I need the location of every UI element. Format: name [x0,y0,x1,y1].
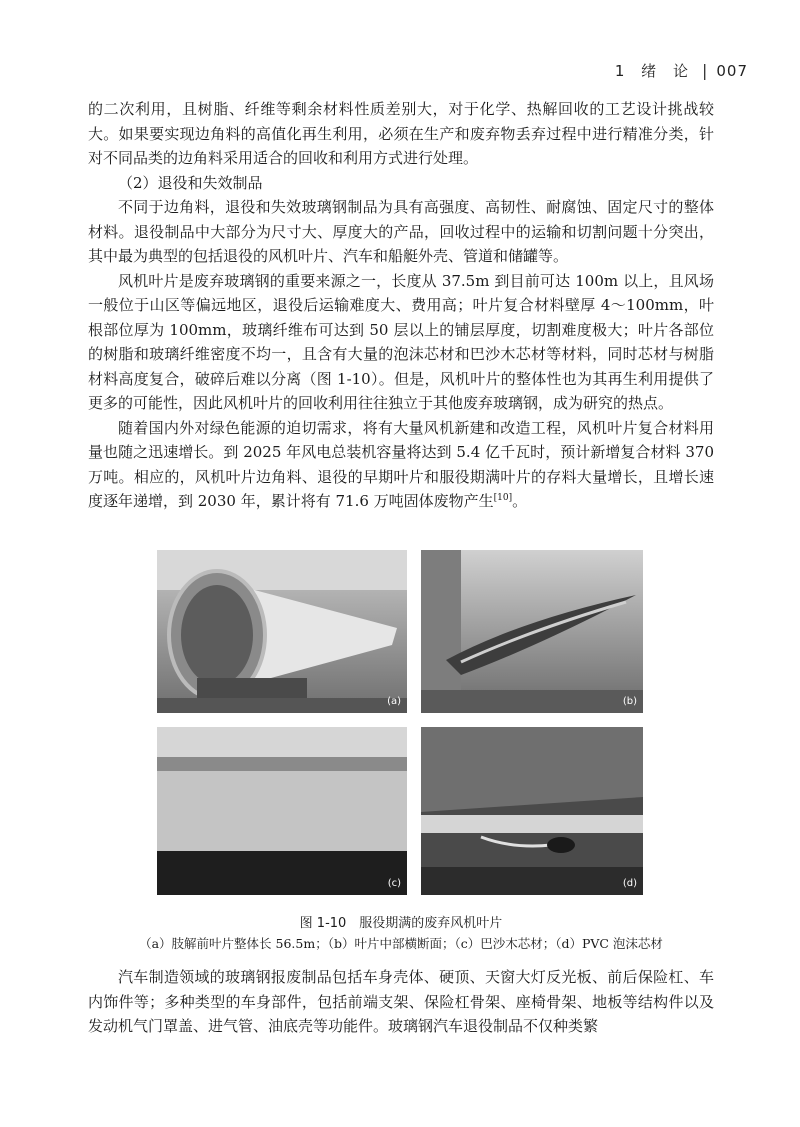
figure-panel-d [421,727,643,895]
paragraph-continuation: 的二次利用，且树脂、纤维等剩余材料性质差别大，对于化学、热解回收的工艺设计挑战较大。如果要实现边角料的高值化再生利用，必须在生产和废弃物丢弃过程中进行精准分类，针对不同品类的边角料采用适合的回收和利用方式进行处理。 [88,100,714,167]
chapter-title: 1 绪 论 [614,62,694,80]
figure-label-b: (b) [622,696,637,707]
section-heading: （2）退役和失效制品 [118,173,263,192]
figure-panel-b [421,550,643,713]
pvc-foam-core-photo [421,727,643,895]
citation-ref: [10] [493,493,513,503]
figure-label-a: (a) [387,696,401,707]
page-number: 007 [716,61,748,80]
paragraph-automotive: 汽车制造领域的玻璃钢报废制品包括车身壳体、硬顶、天窗大灯反光板、前后保险杠、车内饰件等；多种类型的车身部件，包括前端支架、保险杠骨架、座椅骨架、地板等结构件以及发动机气门罩盖、进气管、油底壳等功能件。玻璃钢汽车退役制品不仅种类繁 [88,968,714,1035]
figure-caption: 图 1-10 服役期满的废弃风机叶片 [299,916,503,931]
paragraph-growth-text: 随着国内外对绿色能源的迫切需求，将有大量风机新建和改造工程，风机叶片复合材料用量也随之迅速增长。到 2025 年风电总装机容量将达到 5.4 亿千瓦时，预计新增复合材料 370 万吨。相应的，风机叶片边角料、退役的早期叶片和服役期满叶片的存料大量增长，且增长速度逐年递增，到 2030 年，累计将有 71.6 万吨固体废物产生 [88,418,714,510]
figure-label-c: (c) [387,878,401,889]
figure-panel-c [157,727,407,895]
balsa-core-photo [157,727,407,895]
figure-panel-a [157,550,407,713]
paragraph-end-mark: 。 [512,492,528,510]
paragraph-wind-blades: 风机叶片是废弃玻璃钢的重要来源之一，长度从 37.5m 到目前可达 100m 以上，且风场一般位于山区等偏远地区，退役后运输难度大、费用高；叶片复合材料壁厚 4～100mm，叶根部位厚为 100mm，玻璃纤维布可达到 50 层以上的铺层厚度，切割难度极大；叶片各部位的树脂和玻璃纤维密度不均一，且含有大量的泡沫芯材和巴沙木芯材等材料，同时芯材与树脂材料高度复合，破碎后难以分离（图 1-10）。但是，风机叶片的整体性也为其再生利用提供了更多的可能性，因此风机叶片的回收利用往往独立于其他废弃玻璃钢，成为研究的热点。 [88,271,714,412]
body-text-top [88,97,714,514]
paragraph-growth [88,416,714,514]
page-header [615,60,748,81]
header-separator: | [701,61,709,80]
figure-label-d: (d) [622,878,637,889]
blade-cross-section-photo [421,550,643,713]
blade-root-photo [157,550,407,713]
paragraph-retired-products: 不同于边角料，退役和失效玻璃钢制品为具有高强度、高韧性、耐腐蚀、固定尺寸的整体材料。退役制品中大部分为尺寸大、厚度大的产品，回收过程中的运输和切割问题十分突出，其中最为典型的包括退役的风机叶片、汽车和船艇外壳、管道和储罐等。 [88,198,714,265]
figure-subcaption: （a）肢解前叶片整体长 56.5m；（b）叶片中部横断面；（c）巴沙木芯材；（d）PVC 泡沫芯材 [139,936,663,951]
body-text-bottom [88,965,714,1039]
